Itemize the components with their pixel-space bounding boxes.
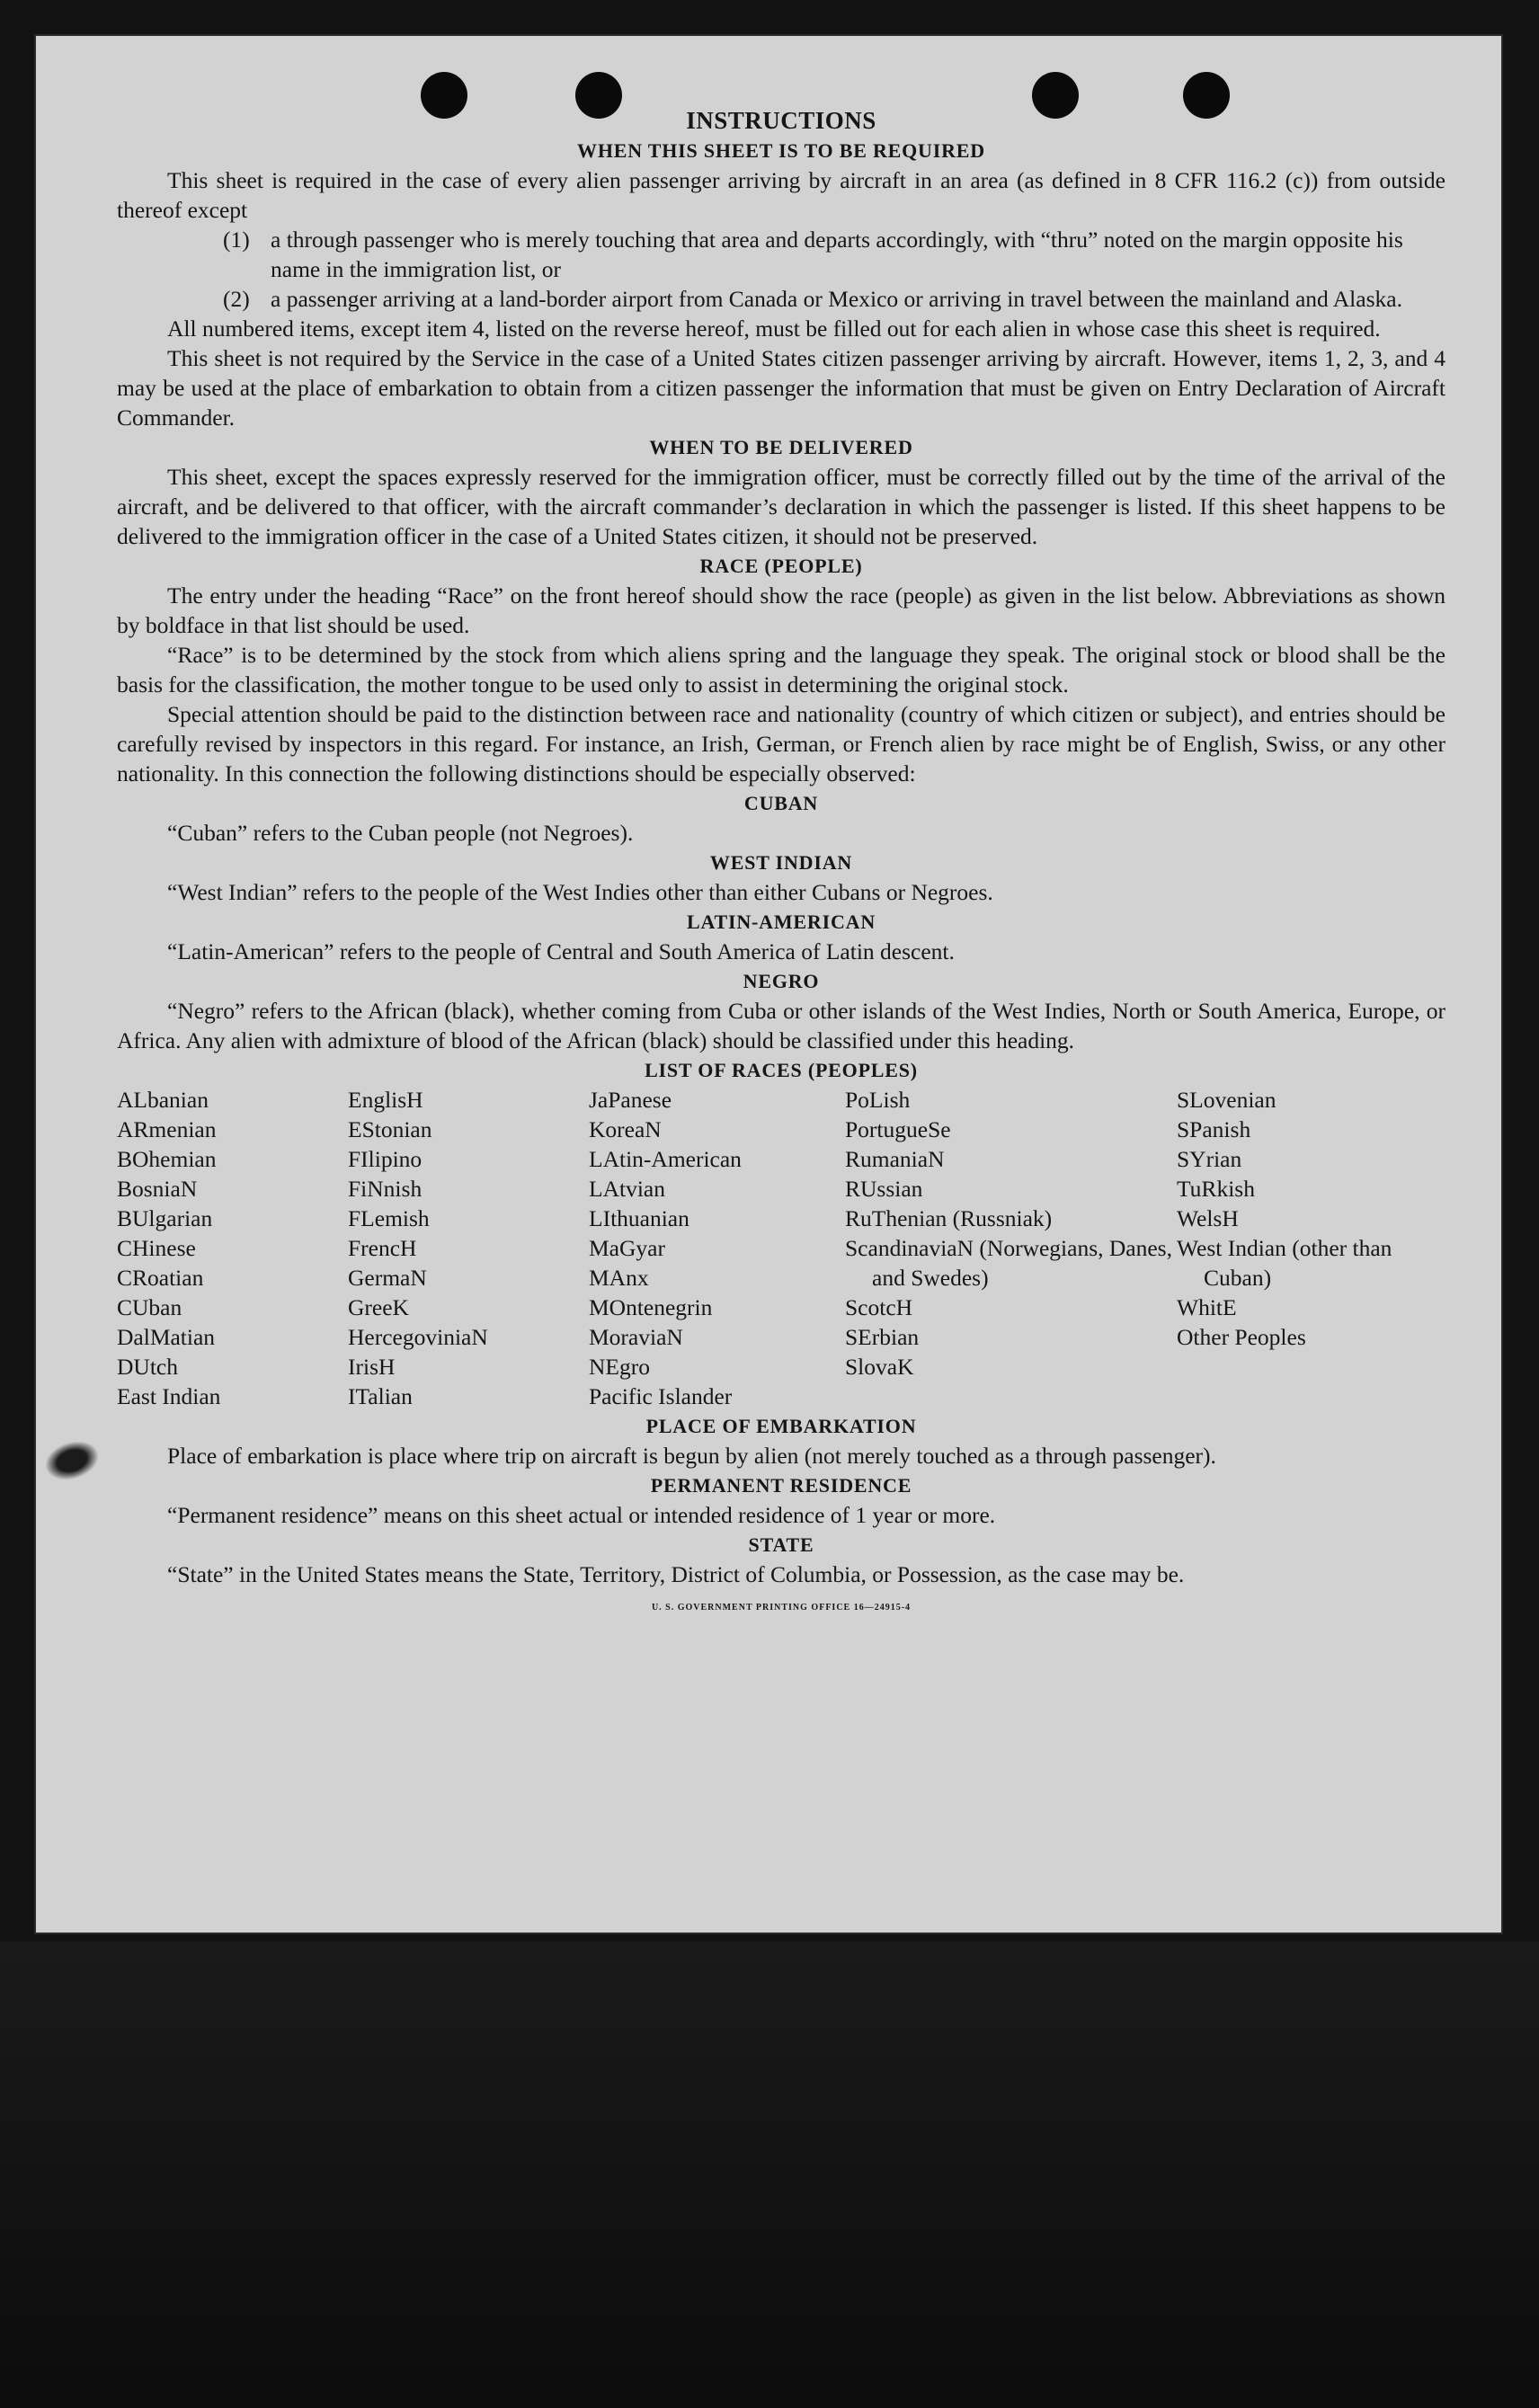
race-entry: BosniaN (117, 1176, 198, 1202)
paragraph: The entry under the heading “Race” on the front hereof should show the race (people) as given in the list below. Abbreviations as shown by boldface in that list should be used. (117, 582, 1446, 638)
race-entry: KoreaN (589, 1116, 662, 1142)
ink-smudge (40, 1435, 102, 1487)
race-entry: ScotcH (845, 1294, 913, 1320)
race-entry: EStonian (348, 1116, 432, 1142)
races-column (589, 1085, 845, 1411)
race-entry: MoraviaN (589, 1324, 683, 1350)
section-heading: NEGRO (743, 970, 820, 992)
races-column (845, 1085, 1177, 1411)
race-entry: JaPanese (589, 1087, 672, 1113)
race-entry: WhitE (1177, 1294, 1237, 1320)
race-entry: SErbian (845, 1324, 920, 1350)
race-entry: IrisH (348, 1354, 396, 1380)
paragraph: This sheet is not required by the Service in the case of a United States citizen passenger arriving by aircraft. However, items 1, 2, 3, and 4 may be used at the place of embarkation to obtain from a citizen passenger the information that must be given on Entry Declaration of Aircraft Commander. (117, 345, 1446, 431)
paragraph: “Negro” refers to the African (black), whether coming from Cuba or other islands of the West Indies, North or South America, Europe, or Africa. Any alien with admixture of blood of the African (black) should be classified under this heading. (117, 998, 1446, 1053)
race-entry: DalMatian (117, 1324, 216, 1350)
race-entry: ALbanian (117, 1087, 209, 1113)
race-entry: RuThenian (Russniak) (845, 1205, 1053, 1231)
paragraph: “Permanent residence” means on this sheet actual or intended residence of 1 year or more. (167, 1502, 996, 1528)
item-number: (1) (223, 227, 250, 253)
printer-imprint: U. S. GOVERNMENT PRINTING OFFICE 16—24915-4 (651, 1603, 912, 1613)
race-entry: ITalian (348, 1383, 413, 1409)
paragraph: “West Indian” refers to the people of the West Indies other than either Cubans or Negroes. (167, 879, 993, 905)
race-entry: SLovenian (1177, 1087, 1277, 1113)
race-entry: Other Peoples (1177, 1324, 1306, 1350)
race-entry: PoLish (845, 1087, 911, 1113)
instructions-content (117, 106, 1446, 1622)
race-entry: FiNnish (348, 1176, 423, 1202)
race-entry: CUban (117, 1294, 182, 1320)
race-entry: WelsH (1177, 1205, 1239, 1231)
section-heading: WHEN TO BE DELIVERED (649, 436, 913, 458)
item-text: a through passenger who is merely touching that area and departs accordingly, with “thru” noted on the margin opposite his name in the immigration list, or (271, 227, 1403, 282)
race-entry: GermaN (348, 1265, 427, 1291)
race-entry: BOhemian (117, 1146, 217, 1172)
paragraph: This sheet is required in the case of every alien passenger arriving by aircraft in an area (as defined in 8 CFR 116.2 (c)) from outside thereof except (117, 167, 1446, 223)
race-entry: EnglisH (348, 1087, 423, 1113)
race-entry: LAtvian (589, 1176, 665, 1202)
paragraph: “Cuban” refers to the Cuban people (not Negroes). (167, 820, 634, 846)
race-entry: FrencH (348, 1235, 417, 1261)
race-entry: West Indian (other than Cuban) (1177, 1235, 1392, 1291)
race-entry: MaGyar (589, 1235, 665, 1261)
race-entry: FIlipino (348, 1146, 423, 1172)
section-heading: PLACE OF EMBARKATION (645, 1415, 917, 1437)
race-entry: GreeK (348, 1294, 409, 1320)
races-list (117, 1085, 1446, 1411)
race-entry: SlovaK (845, 1354, 914, 1380)
list-item (117, 225, 1446, 284)
races-column (117, 1085, 348, 1411)
race-entry: ARmenian (117, 1116, 217, 1142)
races-column (348, 1085, 589, 1411)
scan-background (0, 1942, 1539, 2408)
race-entry: FLemish (348, 1205, 430, 1231)
paragraph: All numbered items, except item 4, listed on the reverse hereof, must be filled out for each alien in whose case this sheet is required. (167, 315, 1381, 342)
race-entry: CRoatian (117, 1265, 204, 1291)
paragraph: “State” in the United States means the State, Territory, District of Columbia, or Possession, as the case may be. (167, 1561, 1185, 1587)
race-entry: SPanish (1177, 1116, 1251, 1142)
section-heading: WHEN THIS SHEET IS TO BE REQUIRED (577, 139, 985, 162)
section-heading: LIST OF RACES (PEOPLES) (645, 1059, 918, 1081)
page-title: INSTRUCTIONS (686, 107, 876, 134)
race-entry: NEgro (589, 1354, 650, 1380)
race-entry: PortugueSe (845, 1116, 951, 1142)
list-item (117, 284, 1446, 314)
race-entry: MAnx (589, 1265, 649, 1291)
section-heading: PERMANENT RESIDENCE (650, 1474, 912, 1497)
race-entry: Pacific Islander (589, 1383, 733, 1409)
race-entry: CHinese (117, 1235, 196, 1261)
section-heading: LATIN-AMERICAN (686, 911, 876, 933)
item-text: a passenger arriving at a land-border airport from Canada or Mexico or arriving in travel between the mainland and Alaska. (271, 286, 1402, 312)
paragraph: Special attention should be paid to the distinction between race and nationality (country of which citizen or subject), and entries should be carefully revised by inspectors in this regard. For instance, an Irish, German, or French alien by race might be of English, Swiss, or any other nationality. In this connection the following distinctions should be especially observed: (117, 701, 1446, 786)
section-heading: RACE (PEOPLE) (699, 555, 863, 577)
race-entry: SYrian (1177, 1146, 1242, 1172)
races-column (1177, 1085, 1446, 1411)
paragraph: “Race” is to be determined by the stock from which aliens spring and the language they speak. The original stock or blood shall be the basis for the classification, the mother tongue to be used only to assist in determining the original stock. (117, 642, 1446, 698)
race-entry: East Indian (117, 1383, 221, 1409)
race-entry: LAtin-American (589, 1146, 742, 1172)
section-heading: WEST INDIAN (709, 851, 853, 874)
race-entry: HercegoviniaN (348, 1324, 488, 1350)
section-heading: STATE (748, 1533, 814, 1556)
section-heading: CUBAN (743, 792, 819, 814)
document-sheet (36, 36, 1501, 1933)
race-entry: DUtch (117, 1354, 178, 1380)
race-entry: ScandinaviaN (Norwegians, Danes, and Swedes) (845, 1235, 1172, 1291)
item-number: (2) (223, 286, 250, 312)
paragraph: “Latin-American” refers to the people of Central and South America of Latin descent. (167, 938, 955, 964)
race-entry: LIthuanian (589, 1205, 689, 1231)
paragraph: This sheet, except the spaces expressly reserved for the immigration officer, must be correctly filled out by the time of the arrival of the aircraft, and be delivered to that officer, with the aircraft commander’s declaration in which the passenger is listed. If this sheet happens to be delivered to the immigration officer in the case of a United States citizen, it should not be preserved. (117, 464, 1446, 549)
race-entry: TuRkish (1177, 1176, 1255, 1202)
race-entry: MOntenegrin (589, 1294, 713, 1320)
race-entry: BUlgarian (117, 1205, 213, 1231)
paragraph: Place of embarkation is place where trip on aircraft is begun by alien (not merely touched as a through passenger). (167, 1443, 1216, 1469)
race-entry: RumaniaN (845, 1146, 945, 1172)
race-entry: RUssian (845, 1176, 923, 1202)
